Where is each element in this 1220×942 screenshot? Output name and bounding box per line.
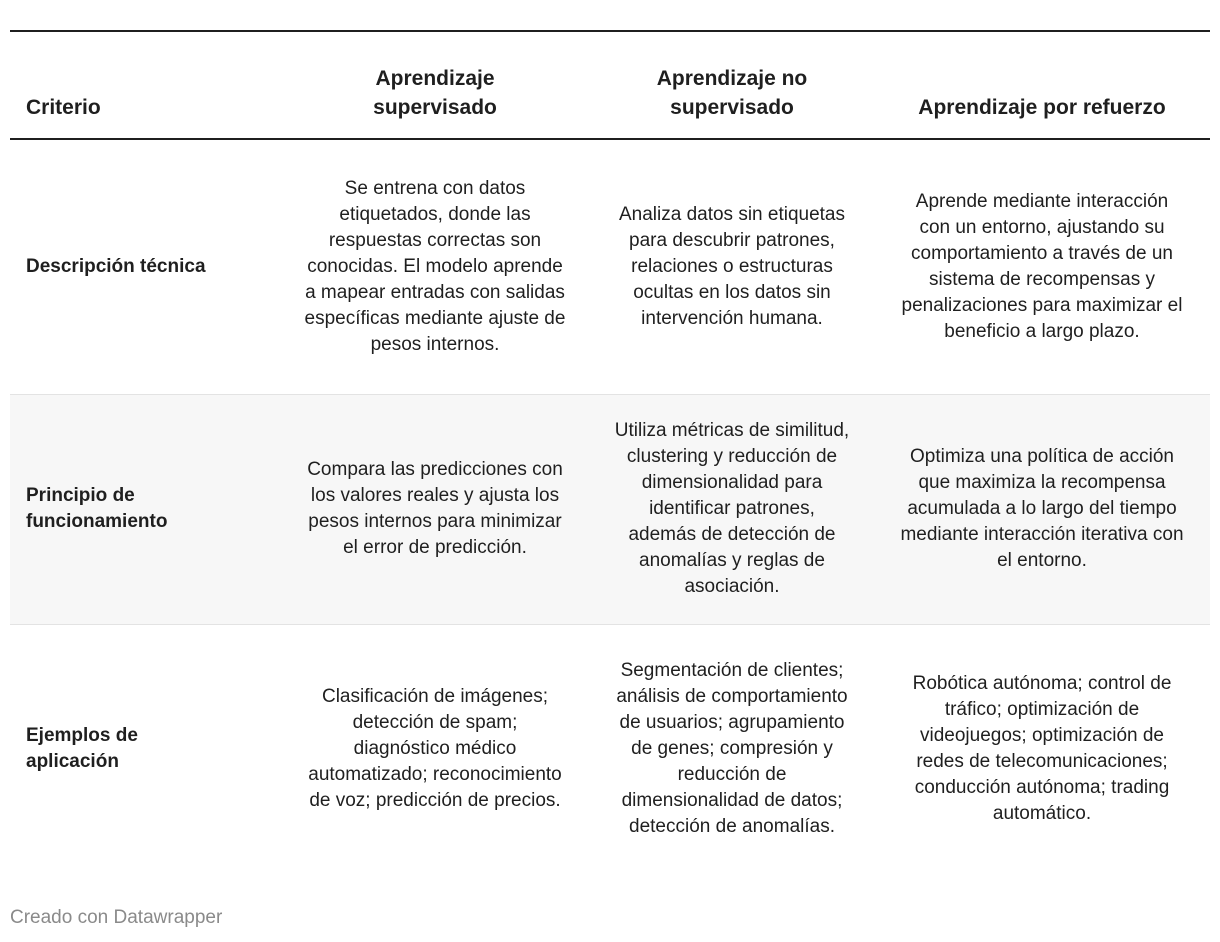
header-no-supervisado: [590, 31, 874, 139]
table-row: [10, 139, 1210, 394]
row-criterio: Descripción técnica: [10, 139, 280, 394]
cell-supervisado: Compara las predicciones con los valores reales y ajusta los pesos internos para minimizar el error de predicción.: [280, 394, 590, 624]
cell-refuerzo: Aprende mediante interacción con un entorno, ajustando su comportamiento a través de un sistema de recompensas y penalizaciones para maximizar el beneficio a largo plazo.: [874, 139, 1210, 394]
cell-refuerzo: Optimiza una política de acción que maximiza la recompensa acumulada a lo largo del tiempo mediante interacción iterativa con el entorno.: [874, 394, 1210, 624]
header-row: [10, 31, 1210, 139]
header-supervisado: [280, 31, 590, 139]
row-criterio-text: Ejemplos de aplicación: [26, 725, 138, 773]
table-row: [10, 394, 1210, 624]
cell-no-supervisado: Analiza datos sin etiquetas para descubrir patrones, relaciones o estructuras ocultas en los datos sin intervención humana.: [590, 139, 874, 394]
row-criterio: [10, 624, 280, 874]
comparison-table-container: [10, 30, 1210, 874]
table-header: [10, 31, 1210, 139]
header-no-supervisado-text: Aprendizaje no supervisado: [656, 67, 808, 119]
header-supervisado-text: Aprendizaje supervisado: [373, 67, 497, 119]
row-criterio: [10, 394, 280, 624]
cell-no-supervisado: Segmentación de clientes; análisis de comportamiento de usuarios; agrupamiento de genes; compresión y reducción de dimensionalidad de datos; detección de anomalías.: [616, 660, 848, 838]
table-body: [10, 139, 1210, 874]
header-refuerzo: Aprendizaje por refuerzo: [918, 96, 1166, 119]
cell-supervisado: Clasificación de imágenes; detección de spam; diagnóstico médico automatizado; reconocimiento de voz; predicción de precios.: [308, 686, 562, 812]
row-criterio-text: Principio de funcionamiento: [26, 485, 168, 532]
comparison-table: [10, 30, 1210, 874]
cell-refuerzo: Robótica autónoma; control de tráfico; optimización de videojuegos; optimización de redes de telecomunicaciones; conducción autónoma; trading automático.: [912, 673, 1172, 825]
cell-supervisado: Se entrena con datos etiquetados, donde las respuestas correctas son conocidas. El modelo aprende a mapear entradas con salidas específicas mediante ajuste de pesos internos.: [280, 139, 590, 394]
cell-no-supervisado: Utiliza métricas de similitud, clustering y reducción de dimensionalidad para identificar patrones, además de detección de anomalías y reglas de asociación.: [590, 394, 874, 624]
table-row: [10, 624, 1210, 874]
datawrapper-credit: Creado con Datawrapper: [10, 907, 223, 928]
header-criterio: Criterio: [26, 96, 101, 119]
